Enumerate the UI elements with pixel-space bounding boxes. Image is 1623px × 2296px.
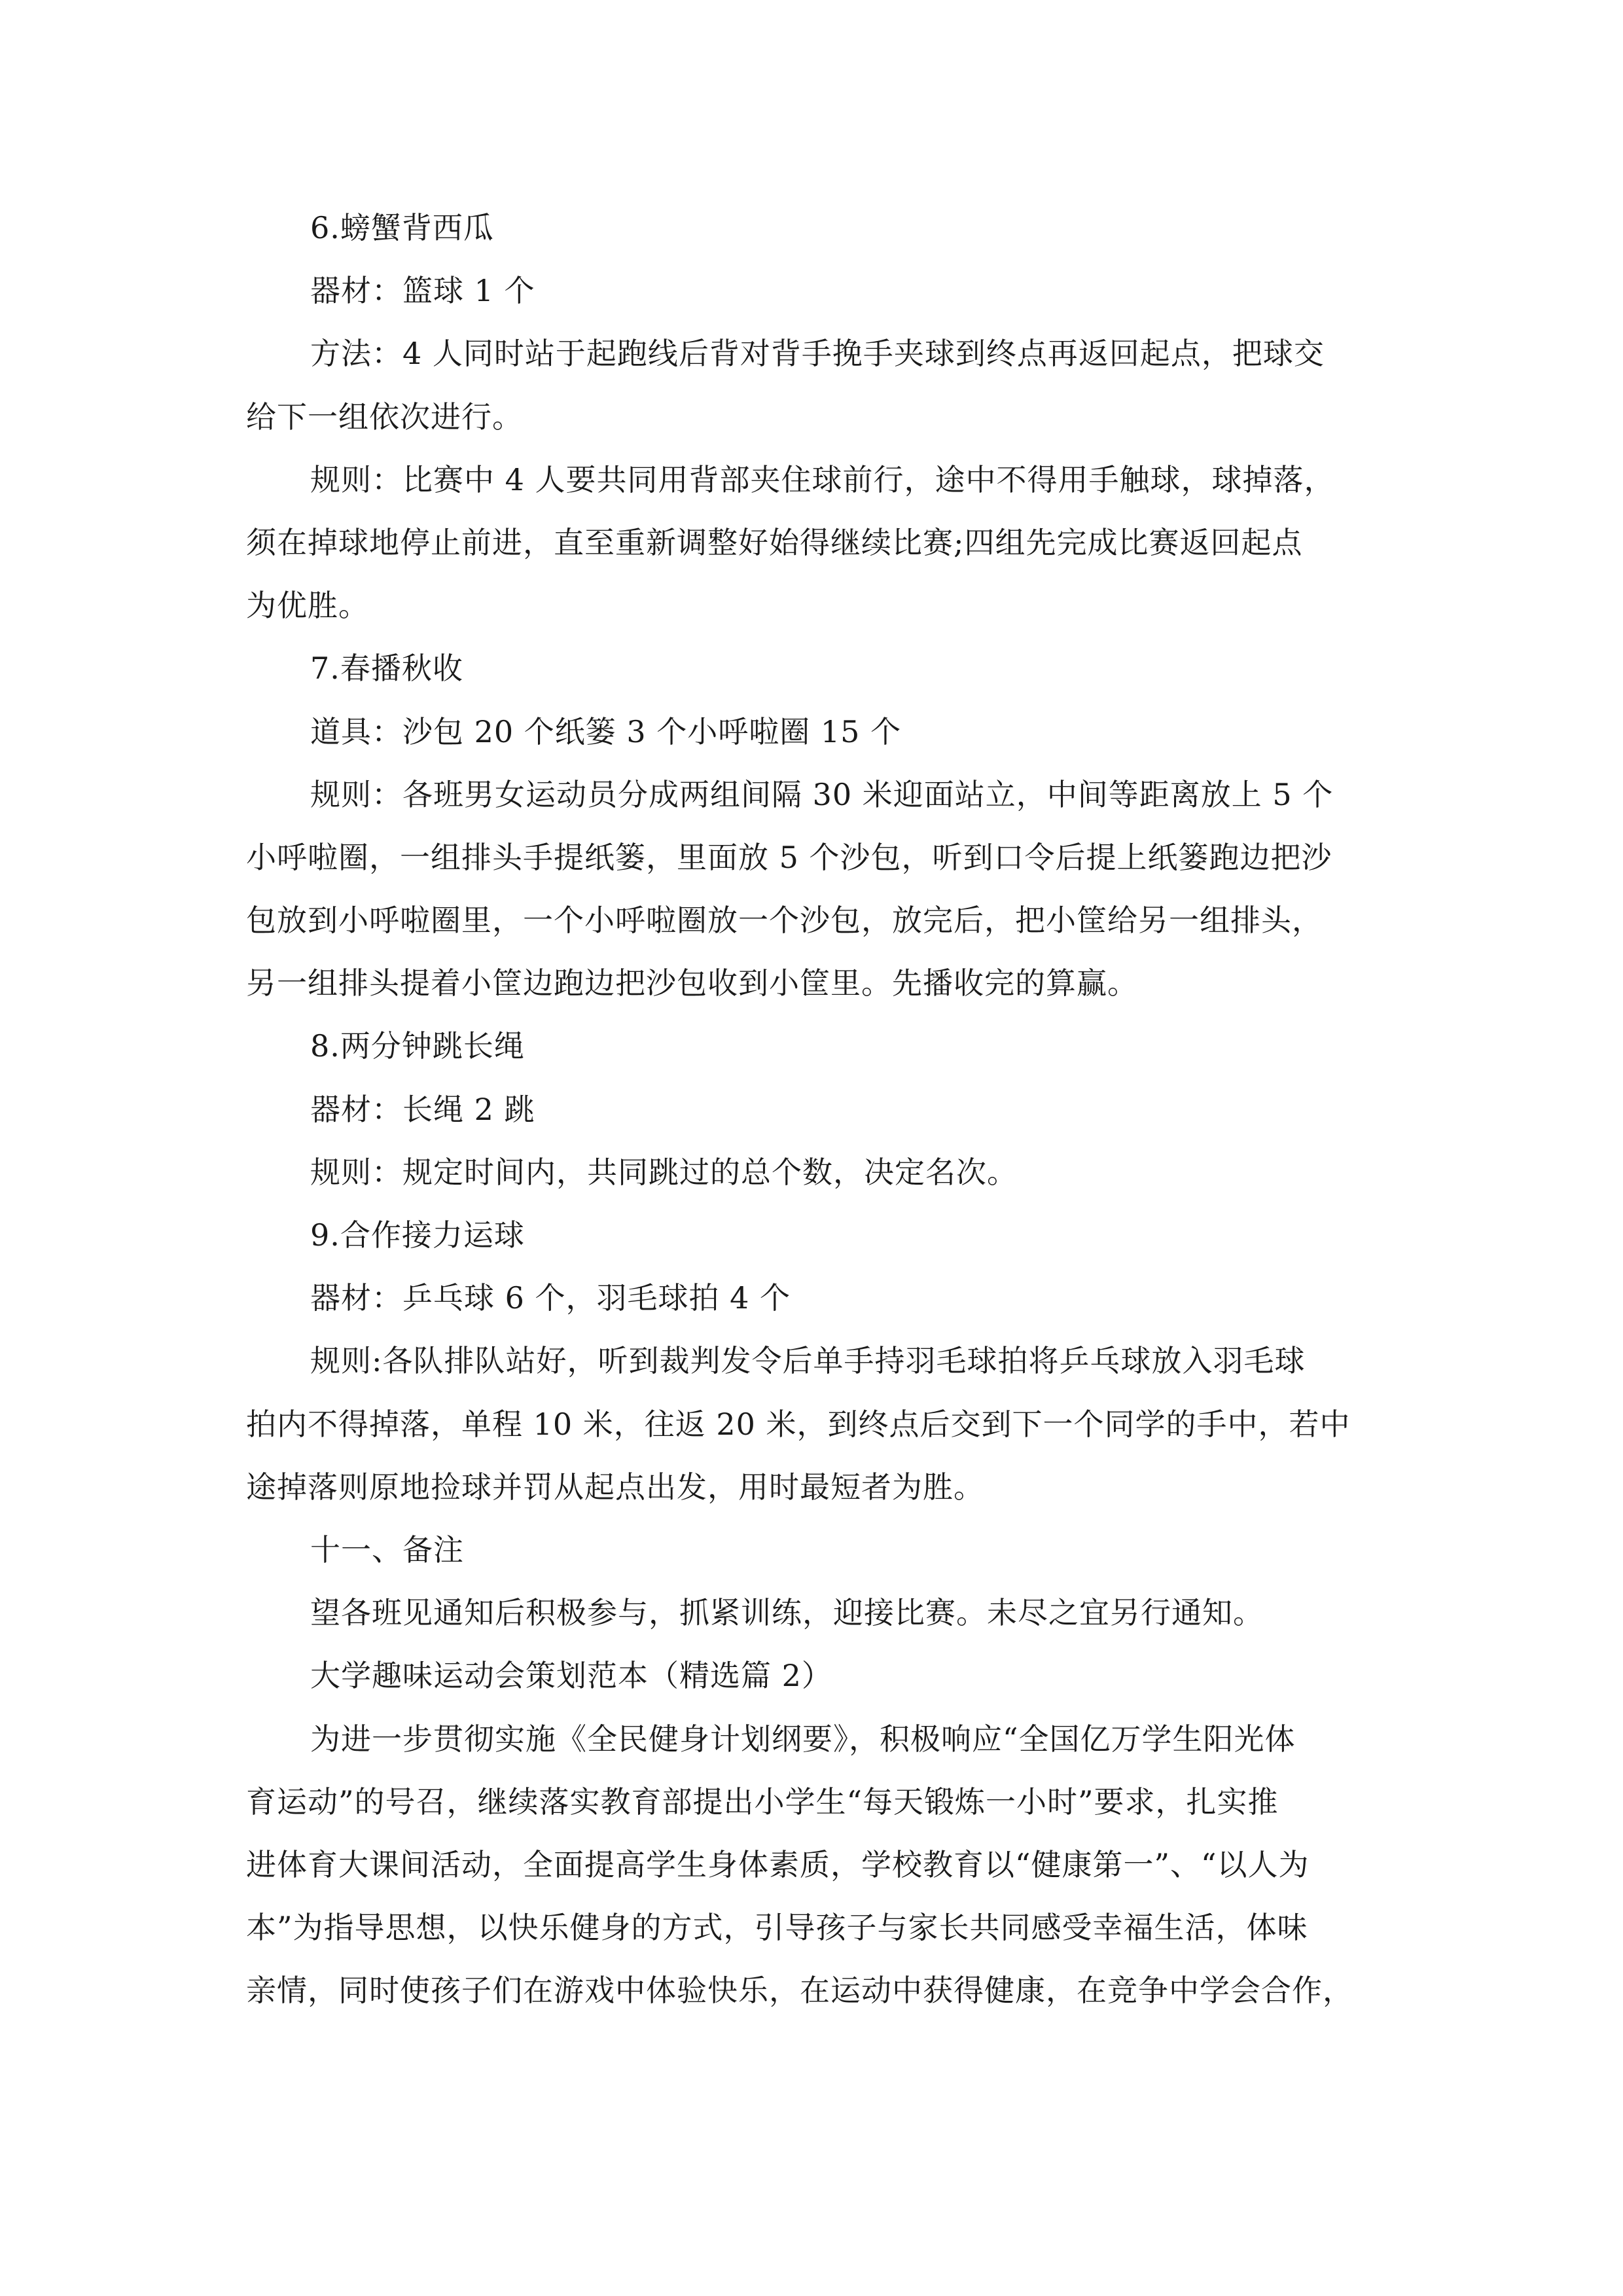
- document-body: [246, 196, 1378, 2022]
- text-line: 十一、备注: [310, 1532, 464, 1568]
- text-line: 6.螃蟹背西瓜: [310, 210, 494, 245]
- text-line: 8.两分钟跳长绳: [310, 1028, 525, 1064]
- text-line: 望各班见通知后积极参与，抓紧训练，迎接比赛。未尽之宜另行通知。: [310, 1595, 1264, 1631]
- text-line: 器材：篮球 1 个: [310, 273, 535, 309]
- text-line: 器材：长绳 2 跳: [310, 1091, 535, 1127]
- text-line: 规则：规定时间内，共同跳过的总个数，决定名次。: [310, 1154, 1018, 1190]
- text-line: 规则：比赛中 4 人要共同用背部夹住球前行，途中不得用手触球，球掉落，: [310, 461, 1335, 497]
- text-line: 给下一组依次进行。: [246, 399, 523, 435]
- text-line: 育运动”的号召，继续落实教育部提出小学生“每天锻炼一小时”要求，扎实推: [246, 1784, 1279, 1820]
- text-line: 小呼啦圈，一组排头手提纸篓，里面放 5 个沙包，听到口令后提上纸篓跑边把沙: [246, 839, 1332, 875]
- text-line: 7.春播秋收: [310, 651, 463, 687]
- text-line: 另一组排头提着小筐边跑边把沙包收到小筐里。先播收完的算赢。: [246, 965, 1138, 1001]
- text-line: 包放到小呼啦圈里，一个小呼啦圈放一个沙包，放完后，把小筐给另一组排头，: [246, 903, 1323, 939]
- text-line: 本”为指导思想，以快乐健身的方式，引导孩子与家长共同感受幸福生活，体味: [246, 1910, 1308, 1946]
- text-line: 9.合作接力运球: [310, 1217, 525, 1253]
- text-line: 方法：4 人同时站于起跑线后背对背手挽手夹球到终点再返回起点，把球交: [310, 336, 1325, 372]
- text-line: 大学趣味运动会策划范本（精选篇 2）: [310, 1658, 832, 1694]
- text-line: 途掉落则原地捡球并罚从起点出发，用时最短者为胜。: [246, 1469, 984, 1505]
- text-line: 为优胜。: [246, 588, 369, 624]
- text-line: 进体育大课间活动，全面提高学生身体素质，学校教育以“健康第一”、“以人为: [246, 1846, 1310, 1882]
- text-line: 须在掉球地停止前进，直至重新调整好始得继续比赛;四组先完成比赛返回起点: [246, 524, 1303, 560]
- text-line: 道具：沙包 20 个纸篓 3 个小呼啦圈 15 个: [310, 713, 902, 749]
- text-line: 规则：各班男女运动员分成两组间隔 30 米迎面站立，中间等距离放上 5 个: [310, 776, 1334, 812]
- text-line: 规则:各队排队站好，听到裁判发令后单手持羽毛球拍将乒乓球放入羽毛球: [310, 1343, 1306, 1379]
- text-line: 亲情，同时使孩子们在游戏中体验快乐，在运动中获得健康，在竞争中学会合作，: [246, 1973, 1353, 2009]
- text-line: 为进一步贯彻实施《全民健身计划纲要》，积极响应“全国亿万学生阳光体: [310, 1721, 1296, 1757]
- text-line: 器材：乒乓球 6 个，羽毛球拍 4 个: [310, 1280, 791, 1316]
- text-line: 拍内不得掉落，单程 10 米，往返 20 米，到终点后交到下一个同学的手中，若中: [246, 1406, 1351, 1442]
